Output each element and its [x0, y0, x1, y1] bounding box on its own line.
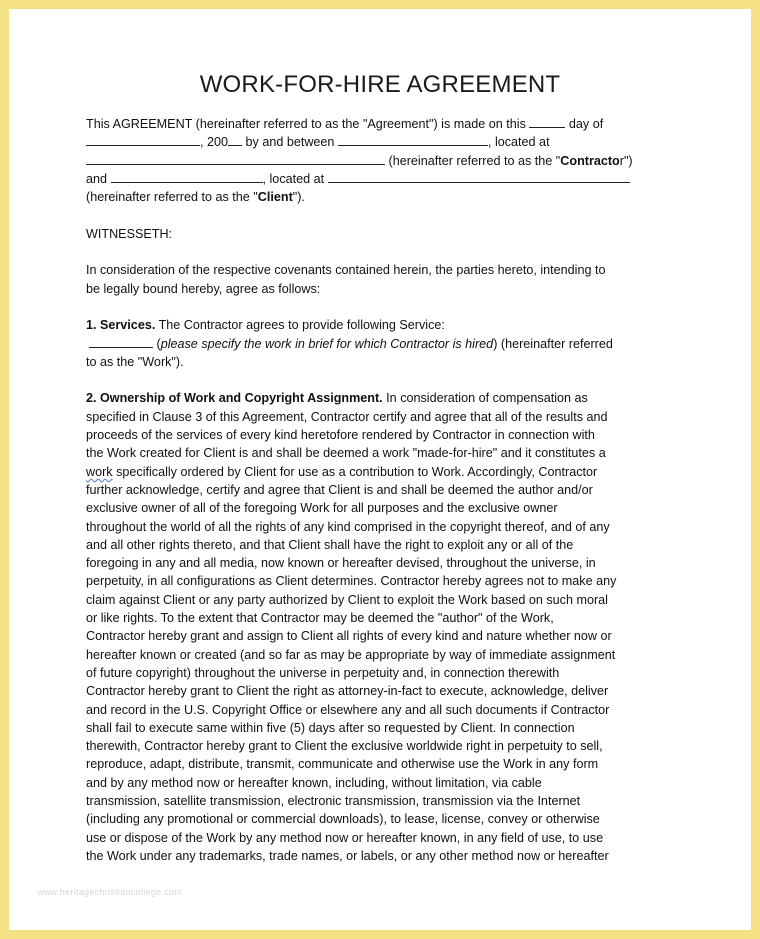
blank-contractor-name	[338, 133, 488, 146]
ownership-line: and all other rights thereto, and that Client shall have the right to exploit any or all of the	[86, 537, 574, 552]
ownership-line-wavy: work specifically ordered by Client for use as a contribution to Work. Accordingly, Contractor	[86, 464, 598, 479]
ownership-line: therewith, Contractor hereby grant to Client the exclusive worldwide right in perpetuity to sell,	[86, 739, 603, 754]
services-heading: 1. Services.	[86, 318, 156, 333]
intro-line-1: This AGREEMENT (hereinafter referred to as the "Agreement") is made on this day of	[86, 117, 604, 131]
blank-month	[86, 133, 200, 146]
ownership-line: the Work created for Client is and shall be deemed a work "made-for-hire" and it constitutes a	[86, 446, 606, 461]
ownership-line: (including any promotional or commercial downloads), to lease, license, convey or otherwise	[86, 812, 600, 827]
ownership-line: throughout the world of all the rights of any kind comprised in the copyright thereof, and of any	[86, 519, 610, 534]
ownership-line: Contractor hereby grant and assign to Client all rights of every kind and nature whether now or	[86, 629, 612, 644]
ownership-line: hereafter known or created (and so far as may be appropriate by way of immediate assignment	[86, 647, 616, 662]
intro-line-5: (hereinafter referred to as the "Client").	[86, 190, 305, 205]
spacer	[86, 298, 686, 316]
ownership-line: and record in the U.S. Copyright Office or elsewhere any and all such documents if Contractor	[86, 702, 610, 717]
ownership-line: the Work under any trademarks, trade names, or labels, or any other method now or hereafter	[86, 848, 609, 863]
document-page	[9, 9, 751, 930]
blank-day	[529, 115, 565, 128]
spacer	[86, 371, 686, 389]
intro-line-3: (hereinafter referred to as the "Contractor")	[86, 152, 686, 170]
ownership-line: or like rights. To the extent that Contractor may be deemed the "author" of the Work,	[86, 611, 554, 626]
spellcheck-word: work	[86, 464, 113, 479]
ownership-line: proceeds of the services of every kind heretofore rendered by Contractor in connection with	[86, 428, 595, 443]
ownership-line: transmission, satellite transmission, electronic transmission, transmission via the Internet	[86, 793, 581, 808]
spacer	[86, 243, 686, 261]
document-body	[86, 115, 686, 865]
ownership-line: further acknowledge, certify and agree that Client is and shall be deemed the author and/or	[86, 482, 593, 497]
ownership-line: of future copyright) throughout the universe in perpetuity and, in connection therewith	[86, 665, 560, 680]
ownership-line: exclusive owner of all of the foregoing Work for all purposes and the exclusive owner	[86, 501, 558, 516]
spacer	[86, 206, 686, 224]
intro-line-2: , 200 by and between , located at	[86, 133, 686, 151]
ownership-line: claim against Client or any party authorized by Client to exploit the Work based on such moral	[86, 592, 608, 607]
ownership-line: and by any method now or hereafter known, including, without limitation, via cable	[86, 775, 542, 790]
blank-service	[89, 335, 153, 348]
ownership-line: use or dispose of the Work by any method now or hereafter known, in any field of use, to use	[86, 830, 604, 845]
ownership-line: perpetuity, in all configurations as Client determines. Contractor hereby agrees not to make any	[86, 574, 617, 589]
ownership-line-1: 2. Ownership of Work and Copyright Assignment. In consideration of compensation as	[86, 391, 588, 406]
ownership-heading: 2. Ownership of Work and Copyright Assignment.	[86, 391, 383, 406]
consideration-line-2: be legally bound hereby, agree as follows:	[86, 281, 321, 296]
blank-contractor-address	[86, 152, 385, 165]
witnesseth: WITNESSETH:	[86, 226, 173, 241]
intro-line-4: and , located at	[86, 170, 686, 188]
document-title: WORK-FOR-HIRE AGREEMENT	[199, 71, 561, 98]
blank-client-name	[111, 170, 263, 183]
services-line-3: to as the "Work").	[86, 354, 184, 369]
ownership-line: specified in Clause 3 of this Agreement, Contractor certify and agree that all of the results and	[86, 409, 608, 424]
ownership-line: Contractor hereby grant to Client the right as attorney-in-fact to execute, acknowledge, deliver	[86, 684, 609, 699]
ownership-line: reproduce, adapt, distribute, transmit, communicate and otherwise use the Work in any form	[86, 757, 599, 772]
blank-year	[228, 133, 242, 146]
ownership-line: shall fail to execute same within five (5) days after so requested by Client. In connection	[86, 720, 575, 735]
consideration-line-1: In consideration of the respective covenants contained herein, the parties hereto, intending to	[86, 263, 606, 278]
services-line-2: (please specify the work in brief for which Contractor is hired) (hereinafter referred	[86, 335, 686, 353]
services-line-1: 1. Services. The Contractor agrees to provide following Service:	[86, 318, 445, 333]
ownership-line: foregoing in any and all media, now known or hereafter devised, throughout the universe, in	[86, 556, 596, 571]
watermark: www.heritagechristiancollege.com	[37, 887, 183, 897]
blank-client-address	[328, 170, 630, 183]
